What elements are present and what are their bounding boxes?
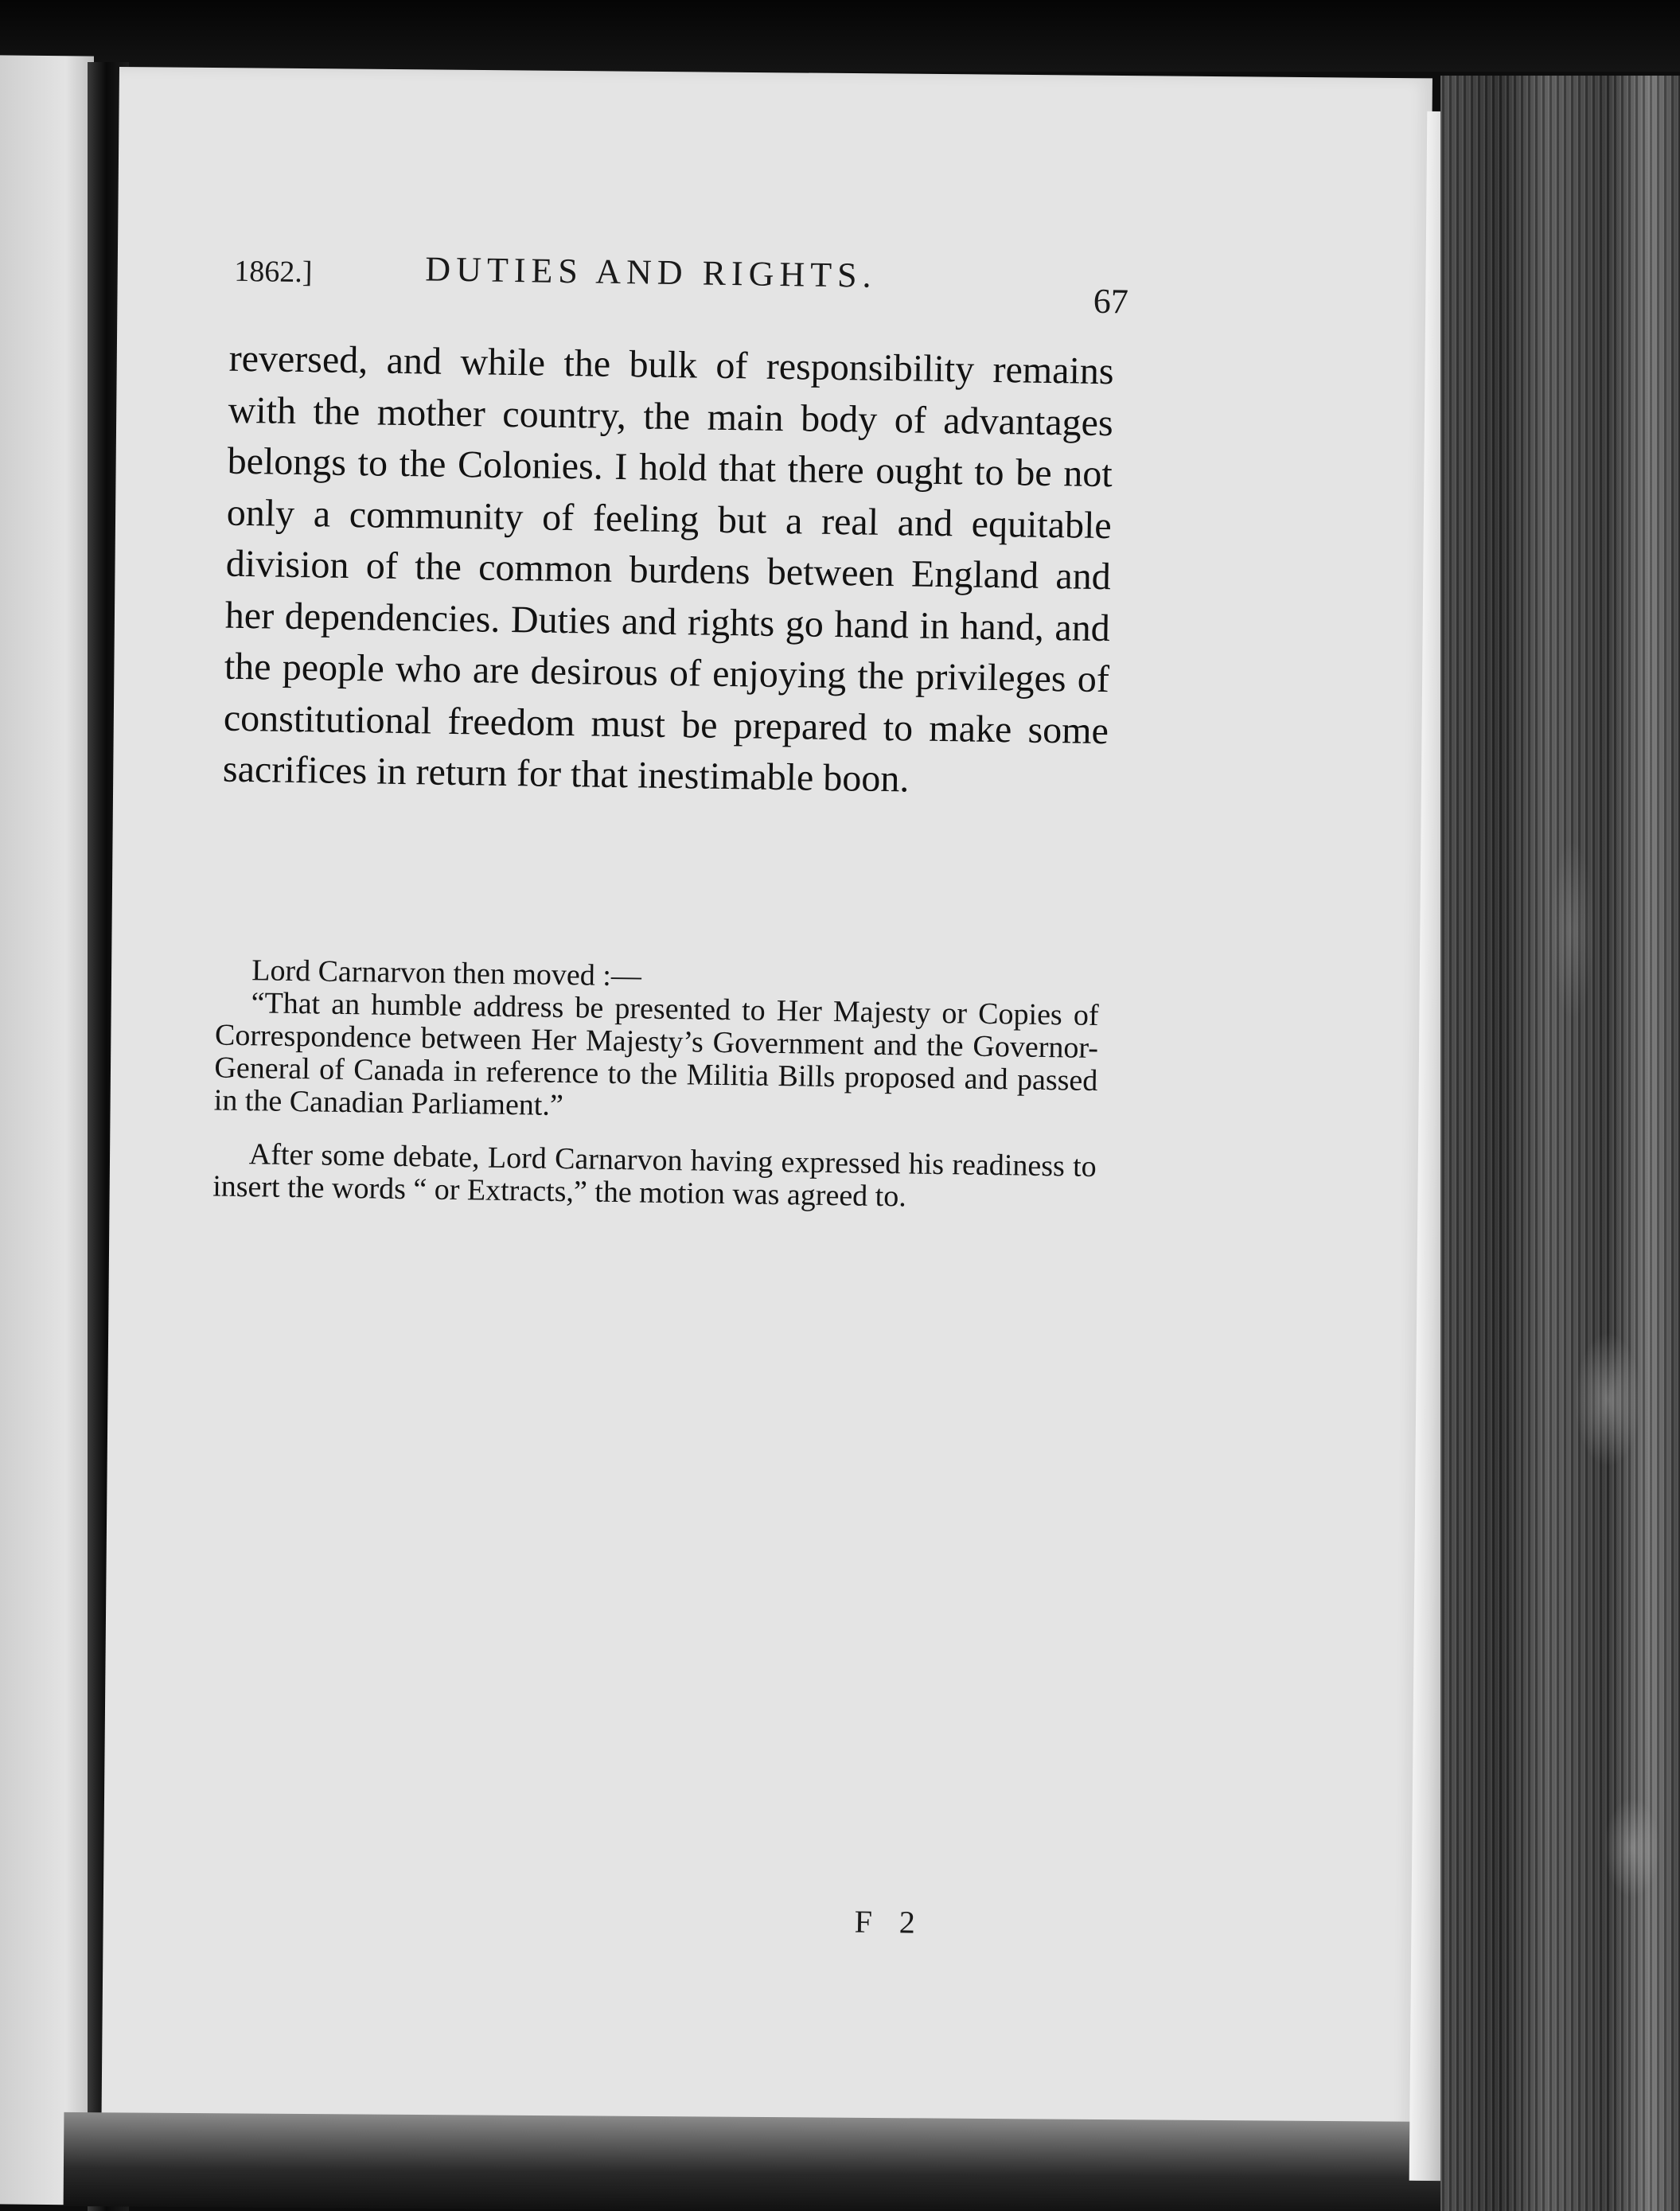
page-number: 67	[1093, 281, 1129, 322]
proceedings-text	[212, 954, 1100, 1216]
signature-mark: F 2	[854, 1903, 926, 1940]
running-head	[234, 249, 1134, 322]
motion-text: “That an humble address be presented to Her Majesty or Copies of Correspondence between Her Majesty’s Government and the Governor-General of Canada in reference to the Militia Bills proposed and passed in the Canadian Parliament.”	[213, 986, 1099, 1123]
body-paragraph: reversed, and while the bulk of responsibility remains with the mother country, the main body of advantages belongs to the Colonies. I hold that there ought to be not only a community of feeling but a real and equitable division of the common burdens between England and her dependencies. Duties and rights go hand in hand, and the people who are desirous of enjoying the privileges of constitutional freedom must be prepared to make some sacrifices in return for that inestimable boon.	[222, 337, 1114, 801]
running-head-year: 1862.]	[234, 254, 313, 290]
running-head-title: DUTIES AND RIGHTS.	[425, 249, 877, 295]
body-text	[223, 333, 1114, 809]
motion-intro: Lord Carnarvon then moved :—	[251, 953, 642, 993]
motion-outcome: After some debate, Lord Carnarvon having expressed his readiness to insert the words “ or Extracts,” the motion was agreed to.	[212, 1137, 1097, 1214]
